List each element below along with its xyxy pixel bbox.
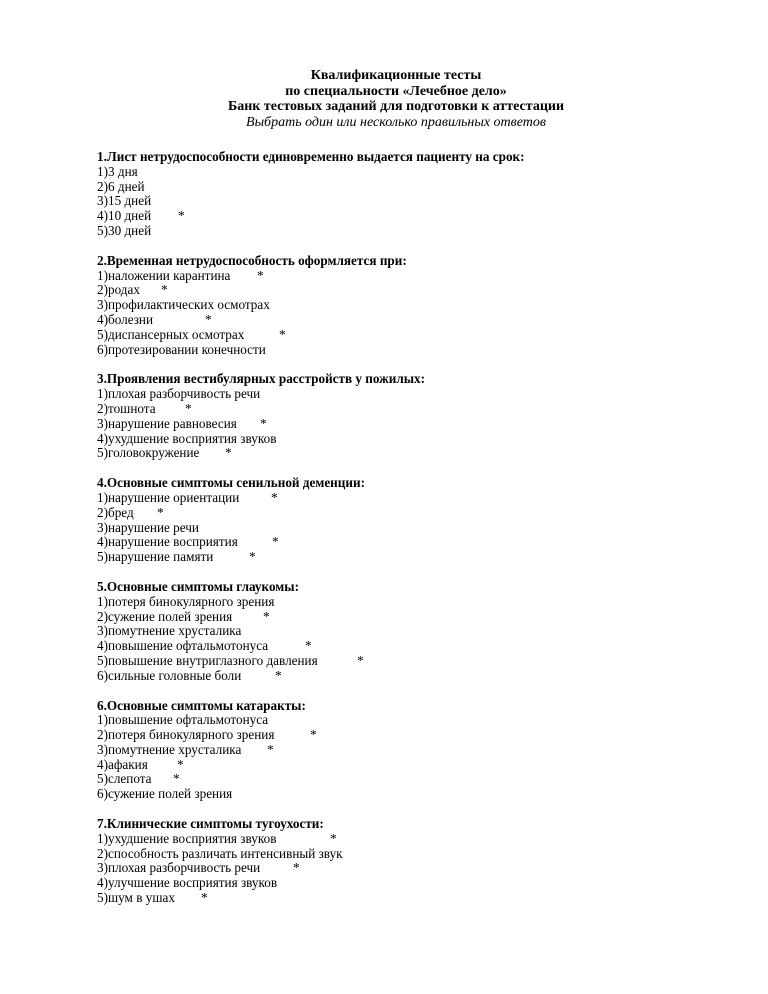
document-title: Квалификационные тесты bbox=[310, 68, 482, 83]
answer-option bbox=[97, 772, 717, 787]
answer-option-text: 2)способность различать интенсивный звук bbox=[97, 845, 343, 861]
answer-option-text: 1)нарушение ориентации bbox=[97, 489, 240, 505]
correct-answer-mark: * bbox=[272, 534, 279, 550]
correct-answer-mark: * bbox=[260, 415, 267, 431]
answer-option-text: 2)6 дней bbox=[97, 178, 145, 194]
answer-option-text: 5)головокружение bbox=[97, 445, 200, 461]
question-title: 3.Проявления вестибулярных расстройств у пожилых: bbox=[97, 371, 426, 387]
answer-option bbox=[97, 298, 717, 313]
answer-option bbox=[97, 743, 717, 758]
answer-option-text: 5)30 дней bbox=[97, 222, 152, 238]
answer-option bbox=[97, 506, 717, 521]
answer-option-text: 5)слепота bbox=[97, 771, 152, 787]
answer-option-text: 6)сужение полей зрения bbox=[97, 786, 233, 802]
question-title: 1.Лист нетрудоспособности единовременно выдается пациенту на срок: bbox=[97, 149, 525, 164]
question-2 bbox=[97, 254, 717, 358]
correct-answer-mark: * bbox=[267, 741, 274, 757]
answer-option bbox=[97, 269, 717, 284]
answer-option bbox=[97, 402, 717, 417]
answer-option bbox=[97, 847, 717, 862]
answer-option bbox=[97, 180, 717, 195]
correct-answer-mark: * bbox=[305, 638, 312, 654]
answer-option bbox=[97, 535, 717, 550]
answer-option-text: 3)помутнение хрусталика bbox=[97, 623, 242, 639]
question-6 bbox=[97, 699, 717, 803]
answer-option bbox=[97, 550, 717, 565]
answer-option bbox=[97, 165, 717, 180]
answer-option bbox=[97, 728, 717, 743]
question-3 bbox=[97, 372, 717, 461]
answer-option-text: 5)нарушение памяти bbox=[97, 549, 214, 565]
question-title: 2.Временная нетрудоспособность оформляется при: bbox=[97, 252, 407, 268]
answer-option-text: 1)наложении карантина bbox=[97, 267, 231, 283]
answer-option bbox=[97, 610, 717, 625]
answer-option bbox=[97, 417, 717, 432]
answer-option bbox=[97, 209, 717, 224]
answer-option bbox=[97, 891, 717, 906]
correct-answer-mark: * bbox=[173, 771, 180, 787]
question-5 bbox=[97, 580, 717, 684]
correct-answer-mark: * bbox=[249, 549, 256, 565]
answer-option bbox=[97, 713, 717, 728]
question-title: 5.Основные симптомы глаукомы: bbox=[97, 578, 299, 594]
answer-option bbox=[97, 432, 717, 447]
answer-option-text: 3)нарушение равновесия bbox=[97, 415, 237, 431]
correct-answer-mark: * bbox=[271, 489, 278, 505]
answer-option bbox=[97, 669, 717, 684]
answer-option-text: 6)протезировании конечности bbox=[97, 341, 266, 357]
answer-option-text: 3)профилактических осмотрах bbox=[97, 297, 270, 313]
answer-option bbox=[97, 861, 717, 876]
answer-option bbox=[97, 328, 717, 343]
answer-option-text: 4)повышение офтальмотонуса bbox=[97, 638, 269, 654]
answer-option bbox=[97, 387, 717, 402]
correct-answer-mark: * bbox=[279, 326, 286, 342]
answer-option bbox=[97, 343, 717, 358]
answer-option-text: 1)потеря бинокулярного зрения bbox=[97, 593, 275, 609]
answer-option-text: 4)афакия bbox=[97, 756, 148, 772]
answer-option-text: 2)сужение полей зрения bbox=[97, 608, 233, 624]
answer-option-text: 5)диспансерных осмотрах bbox=[97, 326, 245, 342]
answer-option-text: 4)10 дней bbox=[97, 208, 152, 224]
document-bank-title: Банк тестовых заданий для подготовки к аттестации bbox=[227, 99, 565, 114]
correct-answer-mark: * bbox=[293, 860, 300, 876]
answer-option bbox=[97, 654, 717, 669]
document-instruction: Выбрать один или несколько правильных ответов bbox=[246, 114, 546, 130]
correct-answer-mark: * bbox=[225, 445, 232, 461]
answer-option-text: 4)болезни bbox=[97, 311, 154, 327]
question-7 bbox=[97, 817, 717, 906]
correct-answer-mark: * bbox=[178, 208, 185, 224]
question-list bbox=[97, 150, 717, 921]
correct-answer-mark: * bbox=[157, 504, 164, 520]
answer-option-text: 1)ухудшение восприятия звуков bbox=[97, 830, 277, 846]
document-specialty: по специальности «Лечебное дело» bbox=[285, 83, 507, 99]
question-4 bbox=[97, 476, 717, 565]
correct-answer-mark: * bbox=[201, 890, 208, 906]
answer-option-text: 1)3 дня bbox=[97, 163, 138, 179]
correct-answer-mark: * bbox=[205, 311, 212, 327]
answer-option bbox=[97, 758, 717, 773]
question-title: 4.Основные симптомы сенильной деменции: bbox=[97, 475, 365, 491]
answer-option-text: 4)нарушение восприятия bbox=[97, 534, 238, 550]
answer-option-text: 1)плохая разборчивость речи bbox=[97, 386, 261, 402]
correct-answer-mark: * bbox=[357, 652, 364, 668]
answer-option-text: 6)сильные головные боли bbox=[97, 667, 242, 683]
document-header bbox=[0, 68, 768, 130]
correct-answer-mark: * bbox=[161, 282, 168, 298]
question-title: 6.Основные симптомы катаракты: bbox=[97, 697, 306, 713]
answer-option bbox=[97, 491, 717, 506]
answer-option bbox=[97, 224, 717, 239]
answer-option bbox=[97, 832, 717, 847]
answer-option bbox=[97, 595, 717, 610]
answer-option-text: 4)улучшение восприятия звуков bbox=[97, 875, 278, 891]
question-title: 7.Клинические симптомы тугоухости: bbox=[97, 816, 324, 832]
answer-option-text: 5)повышение внутриглазного давления bbox=[97, 652, 318, 668]
correct-answer-mark: * bbox=[177, 756, 184, 772]
answer-option bbox=[97, 787, 717, 802]
answer-option-text: 3)нарушение речи bbox=[97, 519, 199, 535]
question-1 bbox=[97, 150, 717, 239]
answer-option-text: 3)плохая разборчивость речи bbox=[97, 860, 261, 876]
correct-answer-mark: * bbox=[185, 400, 192, 416]
answer-option-text: 1)повышение офтальмотонуса bbox=[97, 712, 269, 728]
answer-option-text: 3)15 дней bbox=[97, 193, 152, 209]
answer-option-text: 4)ухудшение восприятия звуков bbox=[97, 430, 277, 446]
answer-option-text: 5)шум в ушах bbox=[97, 890, 175, 906]
correct-answer-mark: * bbox=[330, 830, 337, 846]
correct-answer-mark: * bbox=[263, 608, 270, 624]
answer-option-text: 2)потеря бинокулярного зрения bbox=[97, 727, 275, 743]
answer-option bbox=[97, 283, 717, 298]
answer-option bbox=[97, 194, 717, 209]
answer-option bbox=[97, 639, 717, 654]
answer-option-text: 3)помутнение хрусталика bbox=[97, 741, 242, 757]
correct-answer-mark: * bbox=[257, 267, 264, 283]
answer-option bbox=[97, 313, 717, 328]
answer-option-text: 2)бред bbox=[97, 504, 134, 520]
answer-option bbox=[97, 446, 717, 461]
correct-answer-mark: * bbox=[310, 727, 317, 743]
answer-option-text: 2)родах bbox=[97, 282, 140, 298]
answer-option-text: 2)тошнота bbox=[97, 400, 156, 416]
answer-option bbox=[97, 521, 717, 536]
correct-answer-mark: * bbox=[275, 667, 282, 683]
answer-option bbox=[97, 624, 717, 639]
answer-option bbox=[97, 876, 717, 891]
